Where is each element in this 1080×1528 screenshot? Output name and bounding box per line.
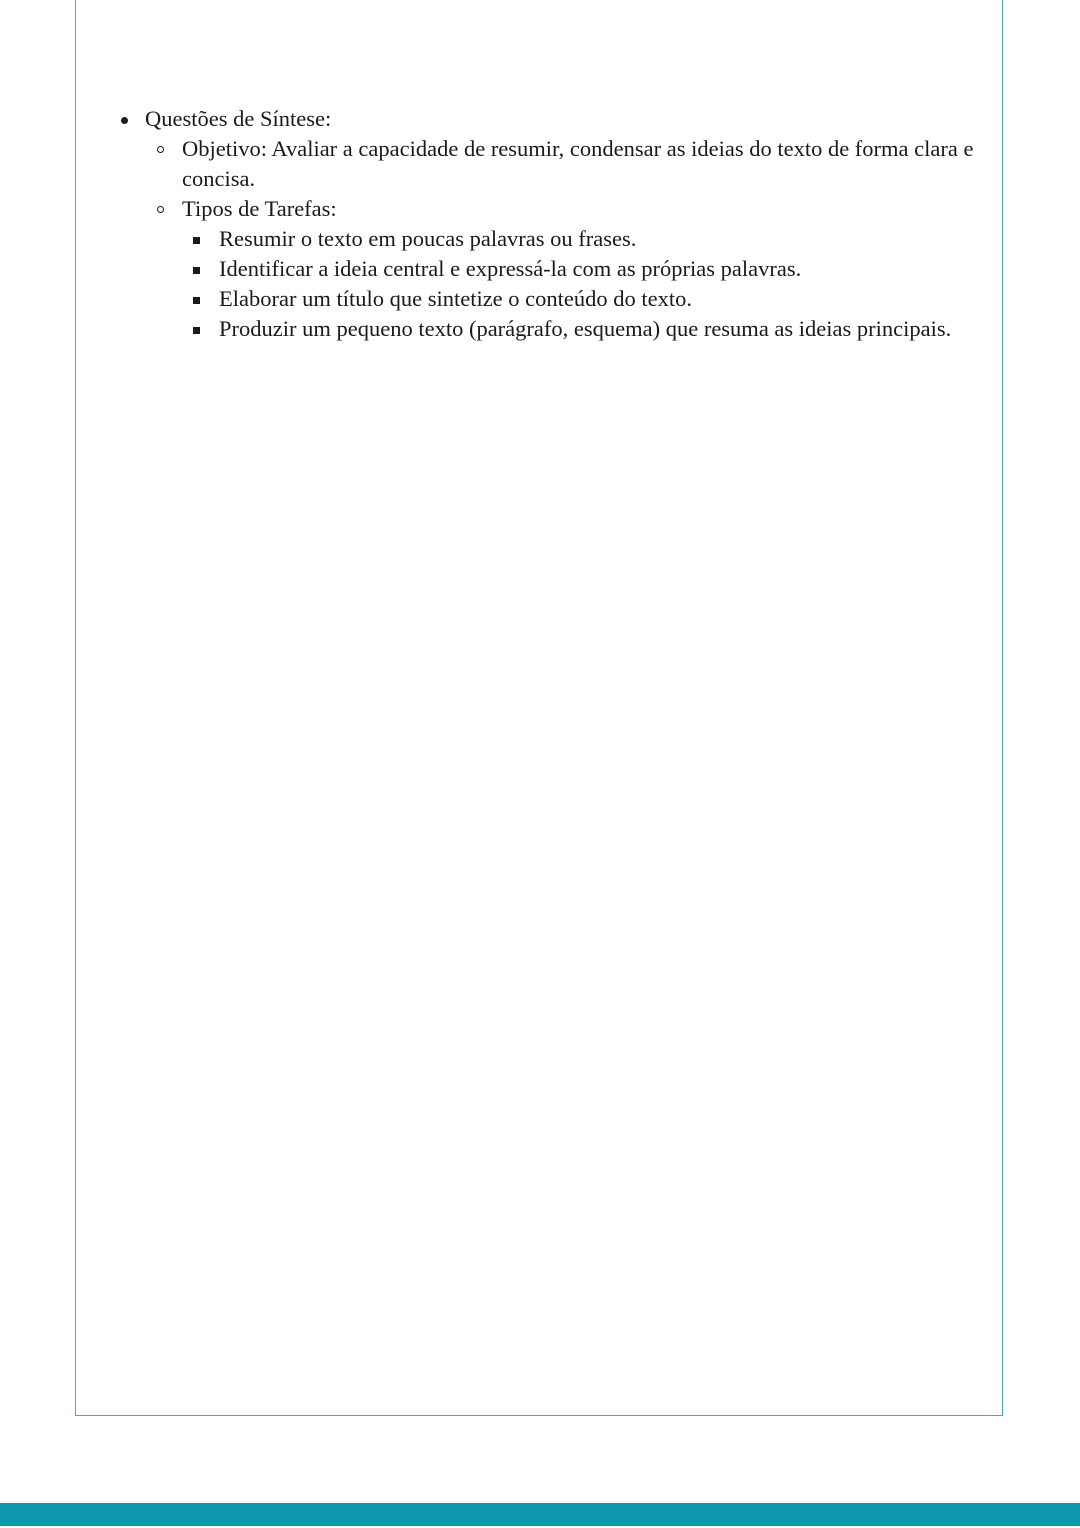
task-item: Resumir o texto em poucas palavras ou frases.: [189, 224, 985, 254]
bullet-list: [115, 104, 985, 344]
task-types-label: Tipos de Tarefas:: [182, 196, 337, 221]
task-item: Identificar a ideia central e expressá-la com as próprias palavras.: [189, 254, 985, 284]
footer-bar: [0, 1503, 1080, 1526]
task-list: [189, 224, 985, 344]
list-item-tipos-de-tarefas: [152, 194, 985, 344]
list-item-objetivo: [152, 134, 985, 194]
sub-list: [152, 134, 985, 344]
list-item-sintese: [115, 104, 985, 344]
document-content: [115, 104, 985, 344]
task-item: Produzir um pequeno texto (parágrafo, esquema) que resuma as ideias principais.: [189, 314, 985, 344]
section-heading: Questões de Síntese:: [145, 106, 332, 131]
task-item: Elaborar um título que sintetize o conteúdo do texto.: [189, 284, 985, 314]
objective-text: Objetivo: Avaliar a capacidade de resumir, condensar as ideias do texto de forma clara e concisa.: [182, 136, 974, 191]
